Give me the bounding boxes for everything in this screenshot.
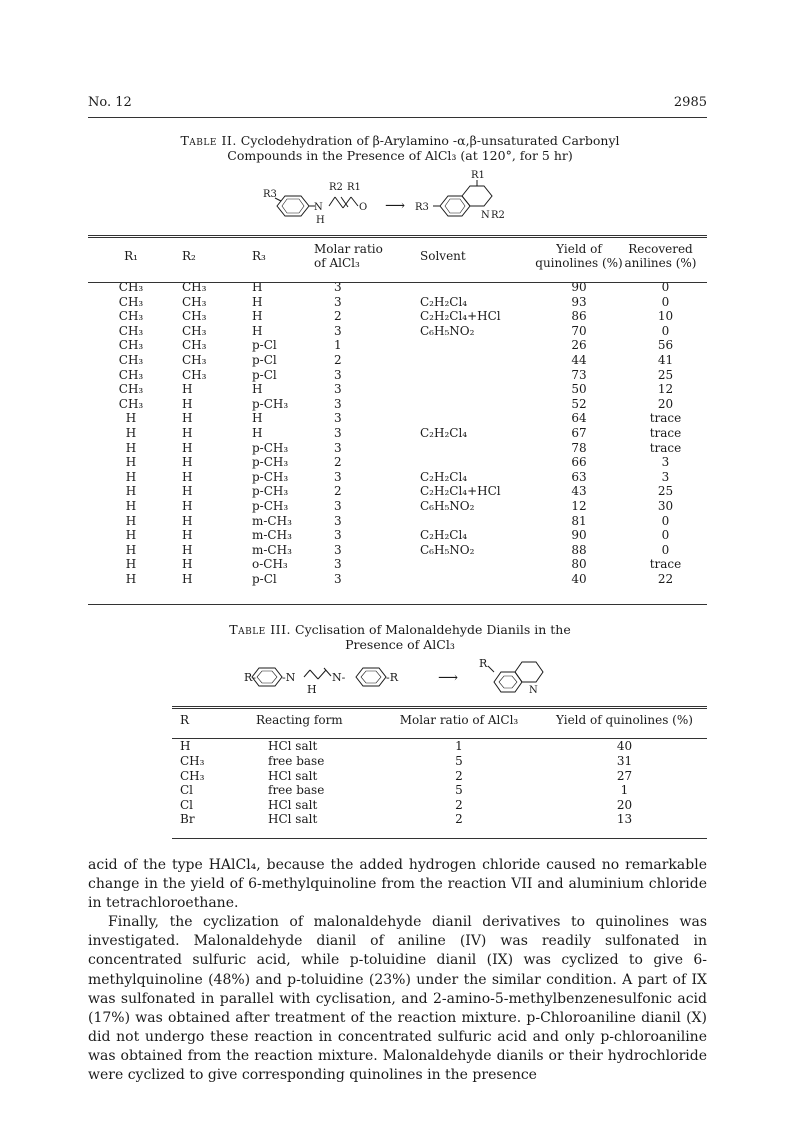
table-cell: 20 [616, 797, 633, 812]
scheme-product-n: N [481, 210, 490, 221]
table-cell: 88 [571, 542, 587, 557]
table-cell: 63 [571, 469, 587, 484]
table-cell: H [125, 571, 137, 586]
table-cell: 27 [616, 768, 633, 783]
col-solvent: Solvent [420, 249, 466, 263]
table-cell: H [125, 484, 137, 499]
table-cell [394, 382, 534, 397]
table-cell: 3 [334, 542, 342, 557]
table-cell: 2 [334, 309, 342, 324]
table2-row [88, 528, 707, 543]
table-cell: 10 [657, 309, 674, 324]
table3-caption-title: Cyclisation of Malonaldehyde Dianils in the [295, 622, 571, 637]
col3-yield: Yield of quinolines (%) [556, 713, 693, 727]
table-cell: 3 [334, 440, 342, 455]
table-cell: C₂H₂Cl₄ [420, 294, 468, 309]
table-cell: 1 [620, 783, 629, 798]
table-cell: C₂H₂Cl₄+HCl [420, 484, 501, 499]
table-cell: H [182, 396, 193, 411]
table3-header-row [172, 713, 707, 737]
table-cell: 25 [657, 367, 674, 382]
table-cell: C₂H₂Cl₄+HCl [420, 309, 501, 324]
running-header [88, 95, 707, 118]
table2-row [88, 426, 707, 441]
table-cell: C₂H₂Cl₄ [420, 469, 468, 484]
table-cell: CH₃ [118, 367, 144, 382]
table-cell: H [125, 411, 137, 426]
table-cell: 81 [571, 513, 587, 528]
table2-row [88, 572, 707, 587]
table-cell: free base [268, 783, 325, 798]
table-cell: 73 [571, 367, 587, 382]
table2-row [88, 499, 707, 514]
table-cell: 5 [455, 783, 463, 798]
table-cell: 1 [455, 739, 463, 753]
table-cell: 3 [334, 280, 342, 294]
table-cell: 70 [571, 323, 587, 338]
table-cell: H [252, 294, 263, 309]
col-molar-ratio: Molar ratio of AlCl₃ [314, 242, 383, 270]
table-cell: 12 [657, 382, 674, 397]
scheme-product-r3: R3 [415, 202, 429, 213]
table-cell: H [182, 542, 193, 557]
scheme-arrow: ⟶ [385, 198, 406, 214]
table-cell: CH₃ [118, 309, 144, 324]
table2-top-rule [88, 235, 707, 238]
table-cell: H [252, 280, 263, 294]
table-cell: CH₃ [118, 352, 144, 367]
table-cell: p-CH₃ [252, 396, 289, 411]
table-cell: CH₃ [180, 754, 205, 768]
table-cell: H [182, 425, 193, 440]
table-cell: H [125, 498, 137, 513]
col3-reacting-form: Reacting form [256, 713, 343, 727]
scheme3-arrow: ⟶ [438, 670, 459, 686]
scheme-o: O [359, 202, 368, 213]
table-cell: 3 [334, 396, 342, 411]
table-cell: 12 [571, 498, 587, 513]
table-cell: H [182, 498, 193, 513]
table-cell: 3 [334, 323, 342, 338]
table-cell: H [125, 425, 137, 440]
table-cell: 67 [571, 425, 587, 440]
page-number: 2985 [673, 95, 707, 110]
table2-reaction-scheme [255, 168, 555, 230]
table-cell [394, 397, 534, 412]
table-cell: 5 [455, 754, 463, 768]
table-cell: H [252, 382, 263, 397]
table-cell: CH₃ [118, 338, 144, 353]
scheme3-n2: N- [332, 671, 346, 684]
table-cell: H [125, 440, 137, 455]
table3-row [172, 754, 707, 769]
table-cell: H [125, 455, 137, 470]
table2-row [88, 278, 707, 295]
table-cell: p-Cl [252, 352, 277, 367]
table-cell [394, 455, 534, 470]
table-cell: trace [649, 557, 682, 572]
table-cell: CH₃ [182, 323, 207, 338]
table-cell: 0 [661, 323, 670, 338]
table-cell: CH₃ [182, 352, 207, 367]
table2-caption-title: Cyclodehydration of β-Arylamino -α,β-unsaturated Carbonyl [240, 133, 620, 148]
table-cell: H [252, 323, 263, 338]
table-cell: 3 [334, 382, 342, 397]
table-cell: p-CH₃ [252, 440, 289, 455]
table2-caption-label: Table II. [180, 133, 237, 148]
table-cell: 3 [334, 513, 342, 528]
col-recovered: Recovered anilines (%) [624, 242, 697, 270]
table-cell: 0 [661, 280, 670, 294]
table-cell: 78 [571, 440, 587, 455]
table-cell: H [180, 739, 191, 753]
table-cell: 3 [661, 455, 670, 470]
table2-row [88, 338, 707, 353]
table-cell: trace [649, 440, 682, 455]
table2-row [88, 353, 707, 368]
table-cell: 2 [334, 352, 342, 367]
table-cell: 3 [334, 498, 342, 513]
table-cell [394, 353, 534, 368]
table-cell: H [125, 557, 137, 572]
table3-header-rule [172, 738, 707, 739]
table2-row [88, 441, 707, 456]
col3-r: R [180, 713, 190, 727]
table-cell: 2 [334, 455, 342, 470]
table-cell: p-CH₃ [252, 455, 289, 470]
table-cell: H [182, 484, 193, 499]
table-cell: 3 [334, 571, 342, 586]
table-cell: HCl salt [268, 797, 318, 812]
table-cell: 2 [455, 797, 463, 812]
table-cell [394, 572, 534, 587]
table-cell: 80 [571, 557, 587, 572]
table2-caption-line2: Compounds in the Presence of AlCl₃ (at 120°, for 5 hr) [227, 148, 573, 163]
table-cell: p-CH₃ [252, 469, 289, 484]
table-cell [394, 278, 534, 295]
table-cell: 26 [571, 338, 587, 353]
table-cell: trace [649, 411, 682, 426]
scheme-r2: R2 [329, 182, 343, 193]
col-r1: R₁ [124, 249, 138, 263]
scheme-n: N [314, 202, 323, 213]
table-cell: C₂H₂Cl₄ [420, 425, 468, 440]
table-cell: H [125, 542, 137, 557]
table-cell: 3 [334, 294, 342, 309]
scheme3-product-r: R [479, 657, 488, 670]
table2-row [88, 470, 707, 485]
table2-row [88, 411, 707, 426]
table-cell: 0 [661, 294, 670, 309]
table-cell: 25 [657, 484, 674, 499]
table-cell: 90 [571, 280, 587, 294]
table2-header-row [88, 242, 707, 278]
table-cell: C₆H₅NO₂ [420, 498, 475, 513]
quinoline-pyridine-ring [515, 662, 543, 682]
scheme-h: H [316, 215, 325, 226]
table-cell: 3 [334, 425, 342, 440]
table-cell: free base [268, 754, 325, 768]
table3 [172, 713, 707, 827]
table-cell: 50 [571, 382, 587, 397]
table-cell: H [182, 440, 193, 455]
table-cell: C₆H₅NO₂ [420, 542, 475, 557]
table-cell: CH₃ [118, 323, 144, 338]
table-cell: 1 [334, 338, 342, 353]
table-cell: H [182, 557, 193, 572]
table-cell: H [182, 455, 193, 470]
table-cell: p-Cl [252, 338, 277, 353]
scheme-r1: R1 [347, 182, 361, 193]
table-cell: CH₃ [118, 382, 144, 397]
table-cell: 52 [571, 396, 587, 411]
product-pyridine-ring [462, 186, 492, 206]
table-cell: 40 [616, 739, 633, 753]
table3-row [172, 783, 707, 798]
table-cell: 0 [661, 542, 670, 557]
table-cell: 30 [657, 498, 674, 513]
table-cell: C₂H₂Cl₄ [420, 528, 468, 543]
table2 [88, 242, 707, 586]
table-cell: CH₃ [180, 768, 205, 783]
table-cell: m-CH₃ [252, 542, 292, 557]
table-cell: 56 [657, 338, 674, 353]
table-cell: HCl salt [268, 768, 318, 783]
table-cell: H [252, 411, 263, 426]
table-cell: H [125, 528, 137, 543]
table-cell: CH₃ [182, 367, 207, 382]
table-cell [394, 368, 534, 383]
col3-molar-ratio: Molar ratio of AlCl₃ [399, 713, 519, 727]
table-cell [394, 441, 534, 456]
table-cell: H [182, 528, 193, 543]
table-cell: 93 [571, 294, 587, 309]
scheme-product-r1: R1 [471, 170, 485, 181]
table3-caption-label: Table III. [229, 622, 292, 637]
table2-row [88, 484, 707, 499]
table-cell: CH₃ [118, 280, 144, 294]
table-cell: C₆H₅NO₂ [420, 323, 475, 338]
table2-row [88, 382, 707, 397]
table-cell [394, 338, 534, 353]
table-cell: CH₃ [182, 338, 207, 353]
scheme3-n1: -N [282, 671, 296, 684]
table-cell: 20 [657, 396, 674, 411]
table-cell: 43 [571, 484, 587, 499]
table-cell: 2 [455, 768, 463, 783]
table-cell: 3 [334, 367, 342, 382]
table2-row [88, 543, 707, 558]
col-r2: R₂ [182, 249, 196, 263]
table-cell [394, 557, 534, 572]
table2-row [88, 309, 707, 324]
table-cell: HCl salt [268, 739, 318, 753]
table3-bottom-rule [172, 838, 707, 839]
table-cell: 66 [571, 455, 587, 470]
table-cell: p-CH₃ [252, 498, 289, 513]
table-cell: CH₃ [118, 396, 144, 411]
scheme3-r-left: R- [244, 671, 256, 684]
table3-row [172, 812, 707, 827]
table-cell: H [182, 513, 193, 528]
table2-row [88, 557, 707, 572]
table-cell: HCl salt [268, 812, 318, 827]
table-cell: H [252, 309, 263, 324]
table-cell: Br [180, 812, 195, 827]
table-cell: 13 [616, 812, 633, 827]
table2-row [88, 324, 707, 339]
table-cell: p-Cl [252, 571, 277, 586]
table-cell: 3 [334, 411, 342, 426]
table2-row [88, 368, 707, 383]
table-cell: 22 [657, 571, 674, 586]
table-cell: 86 [571, 309, 587, 324]
table-cell: 41 [657, 352, 674, 367]
table2-row [88, 295, 707, 310]
table-cell: Cl [180, 797, 194, 812]
table-cell: m-CH₃ [252, 513, 292, 528]
table2-bottom-rule [88, 604, 707, 605]
table-cell [394, 514, 534, 529]
scheme3-h: H [307, 683, 317, 696]
col-yield: Yield of quinolines (%) [535, 242, 623, 270]
table-cell: 90 [571, 528, 587, 543]
table-cell: 0 [661, 513, 670, 528]
table-cell: 0 [661, 528, 670, 543]
table3-caption [200, 622, 600, 652]
table-cell: 2 [334, 484, 342, 499]
table-cell: 64 [571, 411, 587, 426]
table-cell: 2 [455, 812, 463, 827]
table-cell: p-CH₃ [252, 484, 289, 499]
scheme3-product-n: N [529, 685, 538, 696]
table-cell: H [182, 411, 193, 426]
table-cell: CH₃ [182, 280, 207, 294]
table3-reaction-scheme [228, 655, 568, 703]
quinoline-benzene-ring [494, 672, 522, 692]
scheme-r3: R3 [263, 189, 277, 200]
scheme3-r-right: -R [386, 671, 398, 684]
table-cell: 3 [661, 469, 670, 484]
table-cell: 44 [571, 352, 587, 367]
table-cell: H [182, 571, 193, 586]
table-cell: H [252, 425, 263, 440]
table2-row [88, 397, 707, 412]
table-cell: 3 [334, 557, 342, 572]
table-cell: H [125, 513, 137, 528]
table-cell: CH₃ [118, 294, 144, 309]
table3-row [172, 737, 707, 754]
paragraph-2: Finally, the cyclization of malonaldehyde dianil derivatives to quinolines was investigated. Malonaldehyde dianil of aniline (IV) was readily sulfonated in concentrated sulfuric acid, while p-toluidine dianil (IX) was cyclized to give 6-methylquinoline (48%) and p-toluidine (23%) under the similar condition. A part of IX was sulfonated in parallel with cyclisation, and 2-amino-5-methylbenzenesulfonic acid (17%) was obtained after treatment of the reaction mixture. p-Chloroaniline dianil (X) did not undergo these reaction in concentrated sulfuric acid and only p-chloroaniline was obtained from the reaction mixture. Malonaldehyde dianils or their hydrochloride were cyclized to give corresponding quinolines in the presence [88, 914, 707, 1084]
table3-caption-line2: Presence of AlCl₃ [345, 637, 455, 652]
paragraph-1: acid of the type HAlCl₄, because the added hydrogen chloride caused no remarkable change in the yield of 6-methylquinoline from the reaction VII and aluminium chloride in tetrachloroethane. [88, 857, 707, 912]
table-cell: CH₃ [182, 294, 207, 309]
journal-issue: No. 12 [88, 95, 132, 110]
table3-top-rule [172, 706, 707, 709]
table-cell: Cl [180, 783, 194, 798]
table-cell: trace [649, 425, 682, 440]
table-cell: H [125, 469, 137, 484]
table-cell: p-Cl [252, 367, 277, 382]
table-cell: 3 [334, 528, 342, 543]
table2-row [88, 514, 707, 529]
table-cell: m-CH₃ [252, 528, 292, 543]
table-cell: 40 [571, 571, 587, 586]
table-cell: 3 [334, 469, 342, 484]
table2-caption [170, 133, 630, 163]
col-r3: R₃ [252, 249, 266, 263]
table2-row [88, 455, 707, 470]
table-cell [394, 411, 534, 426]
table3-row [172, 798, 707, 813]
table3-row [172, 769, 707, 784]
table-cell: CH₃ [182, 309, 207, 324]
scheme-product-r2: R2 [491, 210, 505, 221]
table-cell: o-CH₃ [252, 557, 288, 572]
body-text [88, 856, 707, 1085]
table-cell: H [182, 382, 193, 397]
table2-header-rule [88, 282, 707, 283]
table-cell: H [182, 469, 193, 484]
table-cell: 31 [616, 754, 633, 768]
